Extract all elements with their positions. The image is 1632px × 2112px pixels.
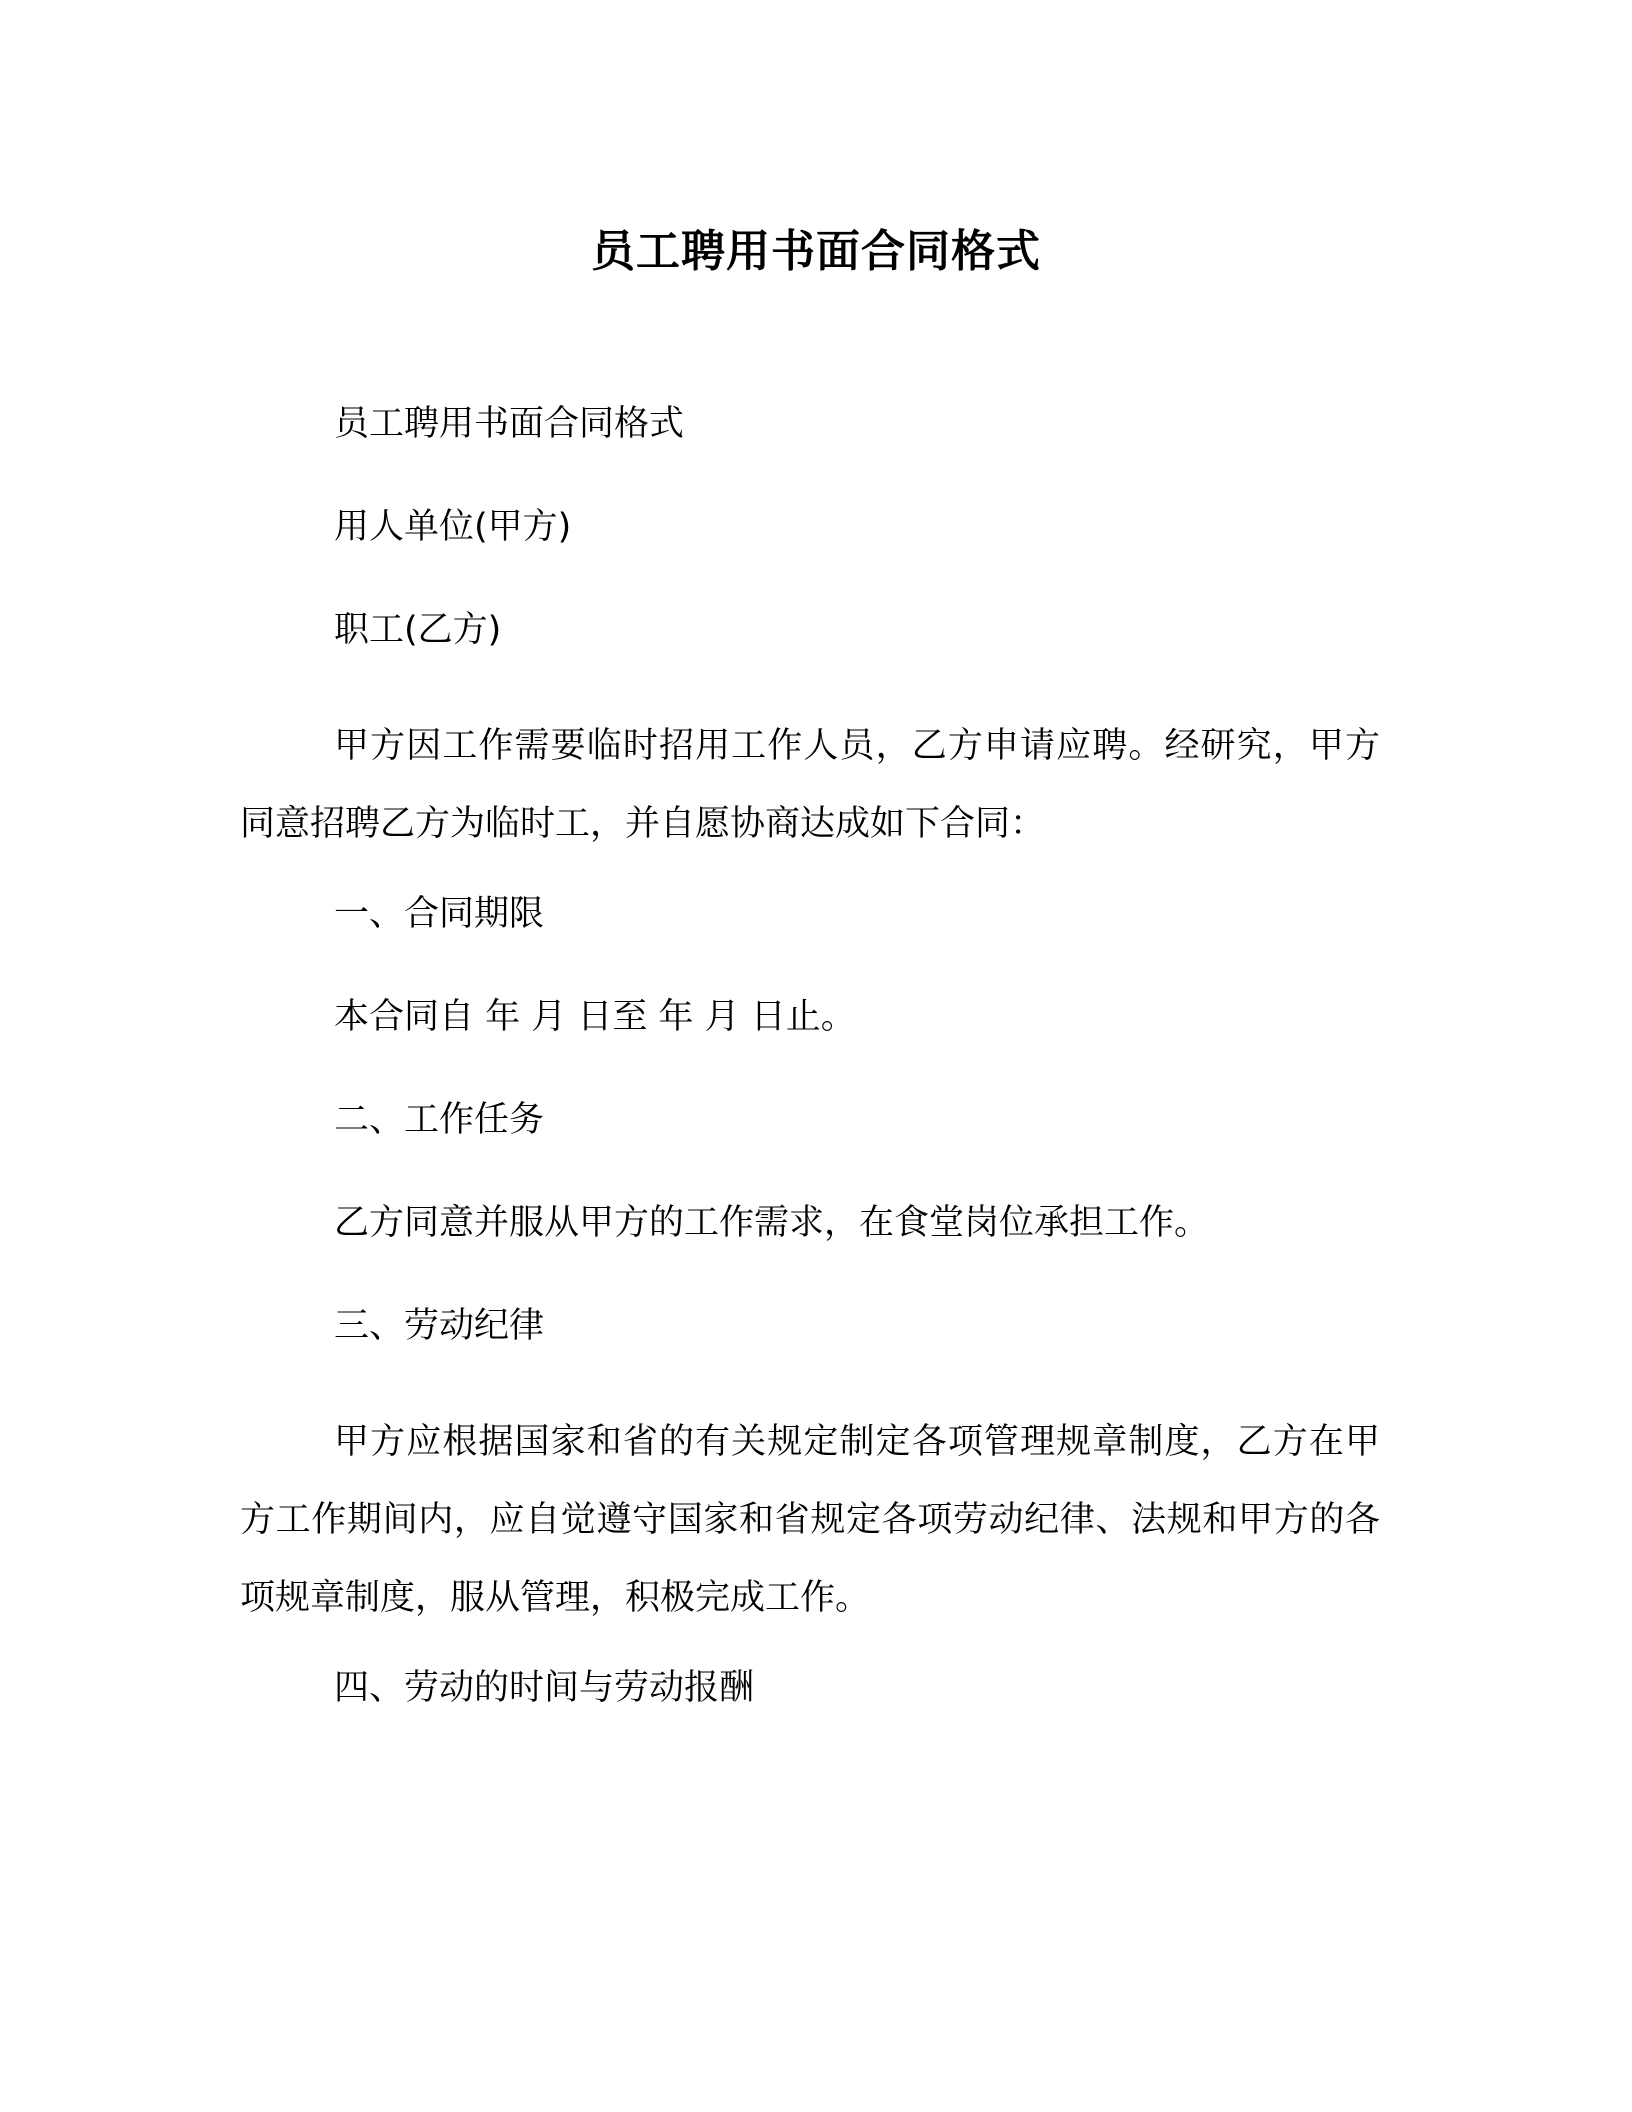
document-title: 员工聘用书面合同格式: [591, 226, 1041, 277]
paragraph-work-tasks: 乙方同意并服从甲方的工作需求，在食堂岗位承担工作。: [334, 1203, 1210, 1243]
paragraph-labor-discipline: 甲方应根据国家和省的有关规定制定各项管理规章制度，乙方在甲方工作期间内，应自觉遵守国家和省规定各项劳动纪律、法规和甲方的各项规章制度，服从管理，积极完成工作。: [240, 1422, 1380, 1618]
paragraph-intro: 甲方因工作需要临时招用工作人员，乙方申请应聘。经研究，甲方同意招聘乙方为临时工，并自愿协商达成如下合同：: [240, 726, 1380, 844]
document-body: [240, 398, 1380, 1765]
section-heading-hours-and-pay: 四、劳动的时间与劳动报酬: [334, 1668, 755, 1708]
section-heading-contract-term: 一、合同期限: [334, 894, 545, 934]
paragraph-subtitle: 员工聘用书面合同格式: [334, 404, 685, 444]
section-heading-labor-discipline: 三、劳动纪律: [334, 1306, 545, 1346]
paragraph-employer: 用人单位(甲方): [334, 507, 572, 547]
section-heading-work-tasks: 二、工作任务: [334, 1100, 545, 1140]
paragraph-contract-term: 本合同自 年 月 日至 年 月 日止。: [334, 997, 856, 1037]
paragraph-employee: 职工(乙方): [334, 610, 502, 650]
